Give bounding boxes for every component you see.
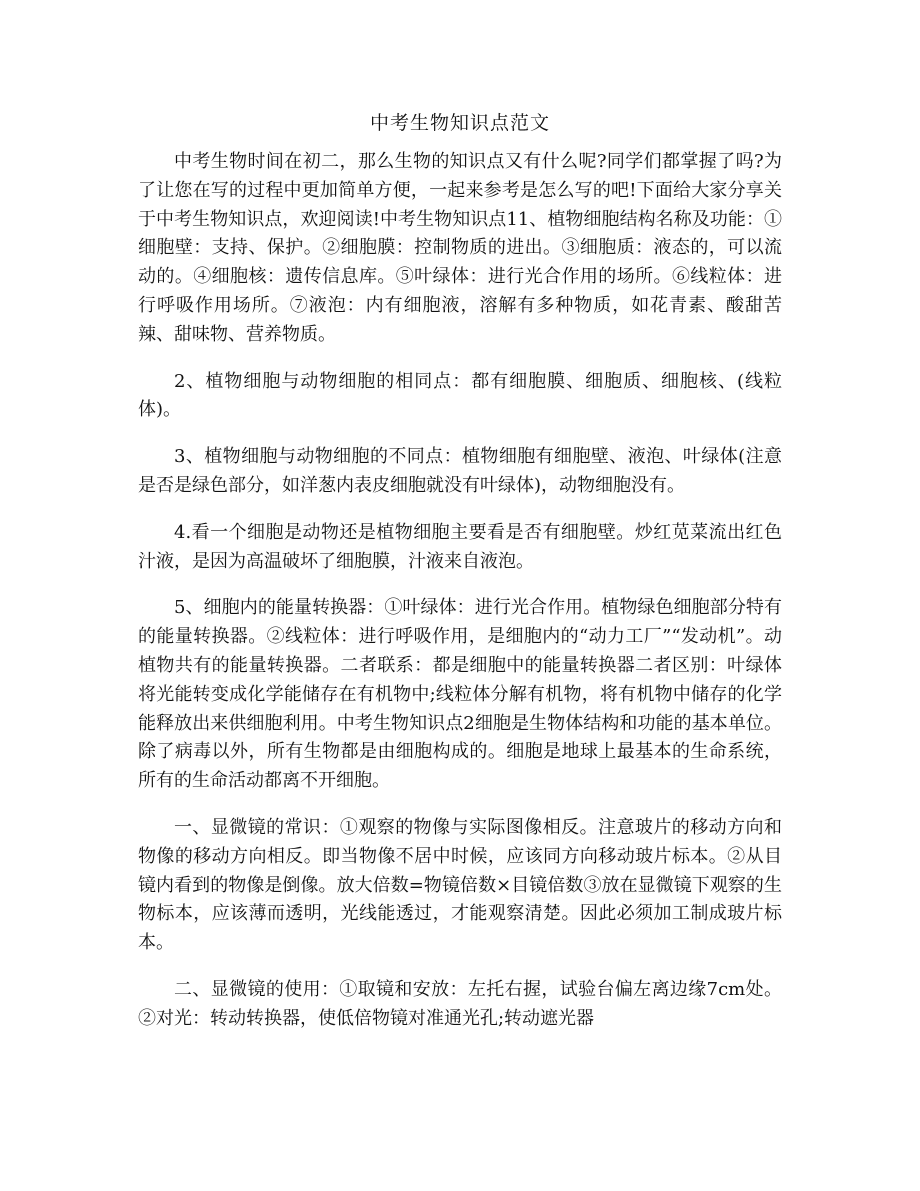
- paragraph: 一、显微镜的常识：①观察的物像与实际图像相反。注意玻片的移动方向和物像的移动方向相反。即当物像不居中时候，应该同方向移动玻片标本。②从目镜内看到的物像是倒像。放大倍数=物镜倍数×目镜倍数③放在显微镜下观察的生物标本，应该薄而透明，光线能透过，才能观察清楚。因此必须加工制成玻片标本。: [138, 816, 782, 954]
- document-title: 中考生物知识点范文: [369, 112, 550, 134]
- paragraph: 5、细胞内的能量转换器：①叶绿体：进行光合作用。植物绿色细胞部分特有的能量转换器。②线粒体：进行呼吸作用，是细胞内的“动力工厂”“发动机”。动植物共有的能量转换器。二者联系：都是细胞中的能量转换器二者区别：叶绿体将光能转变成化学能储存在有机物中;线粒体分解有机物，将有机物中储存的化学能释放出来供细胞利用。中考生物知识点2细胞是生物体结构和功能的基本单位。除了病毒以外，所有生物都是由细胞构成的。细胞是地球上最基本的生命系统，所有的生命活动都离不开细胞。: [138, 597, 782, 792]
- paragraph: 二、显微镜的使用：①取镜和安放：左托右握，试验台偏左离边缘7cm处。②对光：转动转换器，使低倍物镜对准通光孔;转动遮光器: [138, 978, 782, 1029]
- paragraph: 3、植物细胞与动物细胞的不同点：植物细胞有细胞壁、液泡、叶绿体(注意是否是绿色部分，如洋葱内表皮细胞就没有叶绿体)，动物细胞没有。: [138, 446, 782, 496]
- document-body: [138, 148, 782, 1052]
- paragraph: 中考生物时间在初二，那么生物的知识点又有什么呢?同学们都掌握了吗?为了让您在写的过程中更加简单方便，一起来参考是怎么写的吧!下面给大家分享关于中考生物知识点，欢迎阅读!中考生物知识点11、植物细胞结构名称及功能：①细胞壁：支持、保护。②细胞膜：控制物质的进出。③细胞质：液态的，可以流动的。④细胞核：遗传信息库。⑤叶绿体：进行光合作用的场所。⑥线粒体：进行呼吸作用场所。⑦液泡：内有细胞液，溶解有多种物质，如花青素、酸甜苦辣、甜味物、营养物质。: [138, 151, 782, 345]
- paragraph: 4.看一个细胞是动物还是植物细胞主要看是否有细胞壁。炒红苋菜流出红色汁液，是因为高温破坏了细胞膜，汁液来自液泡。: [138, 521, 782, 572]
- paragraph: 2、植物细胞与动物细胞的相同点：都有细胞膜、细胞质、细胞核、(线粒体)。: [138, 370, 782, 421]
